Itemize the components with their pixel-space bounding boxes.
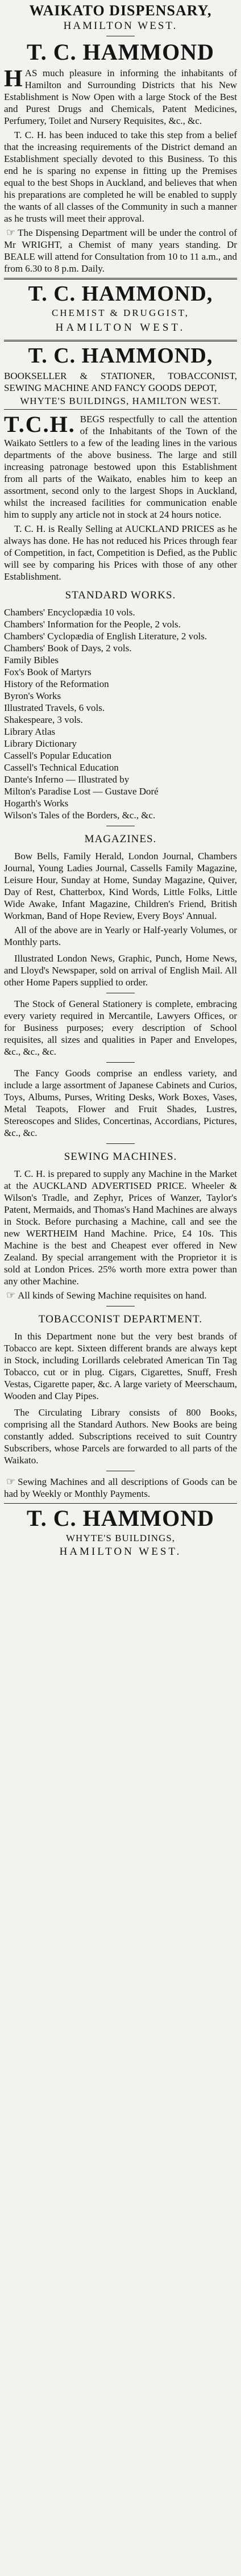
library-paragraph: The Circulating Library consists of 800 Books, comprising all the Standard Authors. New Books are being constantly added. Subscriptions received to suit Country Subscribers, whose Parcels are forwarded to all parts of the Waikato. [4, 1407, 237, 1466]
list-item: Dante's Inferno — Illustrated by [4, 774, 130, 785]
dispensing-paragraph [4, 227, 237, 274]
intro-paragraph [4, 67, 237, 127]
drop-cap: H [4, 66, 23, 92]
list-item: Hogarth's Works [4, 798, 69, 809]
standard-works-list [4, 606, 237, 821]
divider [4, 409, 237, 410]
pointing-hand-icon: ☞ [6, 227, 16, 238]
sewing-paragraph: T. C. H. is prepared to supply any Machine in the Market at the AUCKLAND ADVERTISED PRICE. Wheeler & Wilson's Tradle, and Zephyr, Prices of Wanzer, Taylor's Patent, Mermaids, and Thomas's Hand Machines are always in Stock. Before purchasing a Machine, call and see the new WERTHEIM Hand Machine. Price, £4 10s. This Machine is the best and Cheapest ever offered in New Zealand. By special arrangement with the Proprietor it is sold at London Prices. 25% worth more extra power than any other Machine. [4, 1168, 237, 1287]
auckland-prices-paragraph: T. C. H. is Really Selling at AUCKLAND PRICES as he always has done. He has not reduced his Prices through fear of Competition, in fact, Competition is Defied, as the Public will see by comparing his Prices with those of any other Establishment. [4, 523, 237, 582]
intro-paragraph-2: T. C. H. has been induced to take this step from a belief that the increasing requirements of the District demand an Establishment specially devoted to this Business. To this end he is sparing no expense in fitting up the Premises equal to the best Shops in Auckland, and believes that when his preparations are completed he will be enabled to supply the wants of all classes of the Community in such a manner as he trusts will meet their approval. [4, 130, 237, 224]
divider [4, 1503, 237, 1504]
intro-section [4, 67, 237, 274]
list-item: History of the Reformation [4, 679, 109, 689]
chemist-header [4, 283, 237, 333]
dispensary-title: WAIKATO DISPENSARY, [29, 2, 212, 19]
location-line: HAMILTON WEST. [63, 20, 178, 32]
list-item: Cassell's Technical Education [4, 762, 119, 773]
list-item: Chambers' Encyclopædia 10 vols. [4, 607, 135, 618]
bookseller-header [4, 345, 237, 367]
stationery-paragraph: The Stock of General Stationery is complete, embracing every variety required in Mercantile, Lawyers Offices, or for Business purposes; every description of School requisites, all sizes and qualities in Paper and Envelopes, &c., &c., &c. [4, 998, 237, 1057]
proprietor-name: T. C. HAMMOND [27, 39, 214, 65]
payments-text: Sewing Machines and all descriptions of Goods can be had by Weekly or Monthly Payments. [4, 1476, 237, 1499]
section-heading: SEWING MACHINES. [64, 1151, 177, 1163]
proprietor-name: T. C. HAMMOND, [28, 344, 213, 368]
list-item: Fox's Book of Martyrs [4, 667, 92, 677]
pointing-hand-icon: ☞ [6, 1476, 16, 1487]
tch-section [4, 413, 237, 582]
list-item: Library Dictionary [4, 738, 77, 749]
section-heading: STANDARD WORKS. [65, 589, 176, 601]
divider [106, 1062, 135, 1063]
list-item: Family Bibles [4, 655, 59, 665]
address-line: WHYTE'S BUILDINGS, HAMILTON WEST. [20, 396, 221, 406]
list-item: Byron's Works [4, 690, 61, 701]
tch-text: BEGS respectfully to call the attention of the Inhabitants of the Town of the Waikato Settlers to a few of the leading lines in the various departments of the above business. The large and still increasing patronage bestowed upon this Establishment from all parts of the Waikato, enables him to keep an assortment, second only to the largest Shops in Auckland, whilst the increased facilities for communication enable him to supply any article not in stock at 24 hours notice. [4, 414, 237, 520]
tobacco-paragraph: In this Department none but the very best brands of Tobacco are kept. Sixteen different brands are always kept in Stock, including Lorillards celebrated American Tin Tag Tobacco, cut or in plug. Cigars, Cigarettes, Snuff, Fresh Vestas, Cigarette paper, &c. A large variety of Meerschaum, Wooden and Clay Pipes. [4, 1331, 237, 1401]
footer-header [4, 1507, 237, 1557]
dispensing-text: The Dispensing Department will be under the control of Mr WRIGHT, a Chemist of many years standing. Dr BEALE will attend for Consultation from 10 to 11 a.m., and from 6.30 to 8 p.m. Daily. [4, 227, 237, 274]
tch-initials: T.C.H. [4, 411, 76, 437]
proprietor-name: T. C. HAMMOND, [28, 282, 213, 306]
list-item: Illustrated Travels, 6 vols. [4, 702, 105, 713]
list-item: Library Atlas [4, 726, 56, 737]
divider [106, 1143, 135, 1144]
trade-description: BOOKSELLER & STATIONER, TOBACCONIST, SEWING MACHINE AND FANCY GOODS DEPOT, [4, 371, 237, 393]
tch-paragraph [4, 413, 237, 521]
section-heading: MAGAZINES. [84, 833, 157, 845]
sewing-requisites-text: All kinds of Sewing Machine requisites on hand. [18, 1290, 207, 1301]
newspapers-paragraph: Illustrated London News, Graphic, Punch, Home News, and Lloyd's Newspaper, sold on arrival of English Mail. All other Home Papers supplied to order. [4, 953, 237, 988]
magazines-paragraph-2: All of the above are in Yearly or Half-yearly Volumes, or Monthly parts. [4, 925, 237, 947]
location-line: HAMILTON WEST. [59, 1546, 182, 1558]
list-item: Chambers' Book of Days, 2 vols. [4, 643, 132, 654]
sewing-requisites [4, 1289, 237, 1301]
section-heading: TOBACCONIST DEPARTMENT. [38, 1313, 203, 1325]
proprietor-name: T. C. HAMMOND [27, 1505, 214, 1531]
intro-text: AS much pleasure in informing the inhabitants of Hamilton and Surrounding Districts that his New Establishment is Now Open with a large Stock of the Best and Purest Drugs and Chemicals, Patent Medicines, Perfumery, Toilet and Nursery Requisites, &c., &c. [4, 68, 237, 126]
list-item: Shakespeare, 3 vols. [4, 714, 83, 725]
list-item: Chambers' Cyclopædia of English Literature, 2 vols. [4, 631, 207, 642]
dispensary-header [4, 3, 237, 64]
list-item: Wilson's Tales of the Borders, &c., &c. [4, 810, 156, 821]
magazines-paragraph: Bow Bells, Family Herald, London Journal, Chambers Journal, Young Ladies Journal, Cassells Family Magazine, Leisure Hour, Sunday at Home, Sunday Magazine, Quiver, Day of Rest, Chatterbox, Kind Words, Little Folks, Little Wide Awake, Infant Magazine, Children's Friend, British Workman, Band of Hope Review, Every Boys' Annual. [4, 851, 237, 921]
list-item: Chambers' Information for the People, 2 vols. [4, 619, 181, 630]
payments-paragraph [4, 1476, 237, 1500]
location-line: HAMILTON WEST. [55, 322, 186, 334]
pointing-hand-icon: ☞ [6, 1289, 16, 1301]
address-line: WHYTE'S BUILDINGS, [66, 1533, 175, 1543]
trade-line: CHEMIST & DRUGGIST, [52, 307, 189, 318]
divider [4, 340, 237, 342]
divider [4, 278, 237, 280]
list-item: Cassell's Popular Education [4, 750, 112, 761]
fancy-goods-paragraph: The Fancy Goods comprise an endless variety, and include a large assortment of Japanese Cabinets and Curios, Toys, Albums, Purses, Writing Desks, Work Boxes, Vases, Metal Teapots, Flower and Fruit Shades, Lustres, Stereoscopes and Slides, Concertinas, Accordians, Pictures, &c., &c. [4, 1068, 237, 1138]
list-item: Milton's Paradise Lost — Gustave Doré [4, 786, 159, 797]
